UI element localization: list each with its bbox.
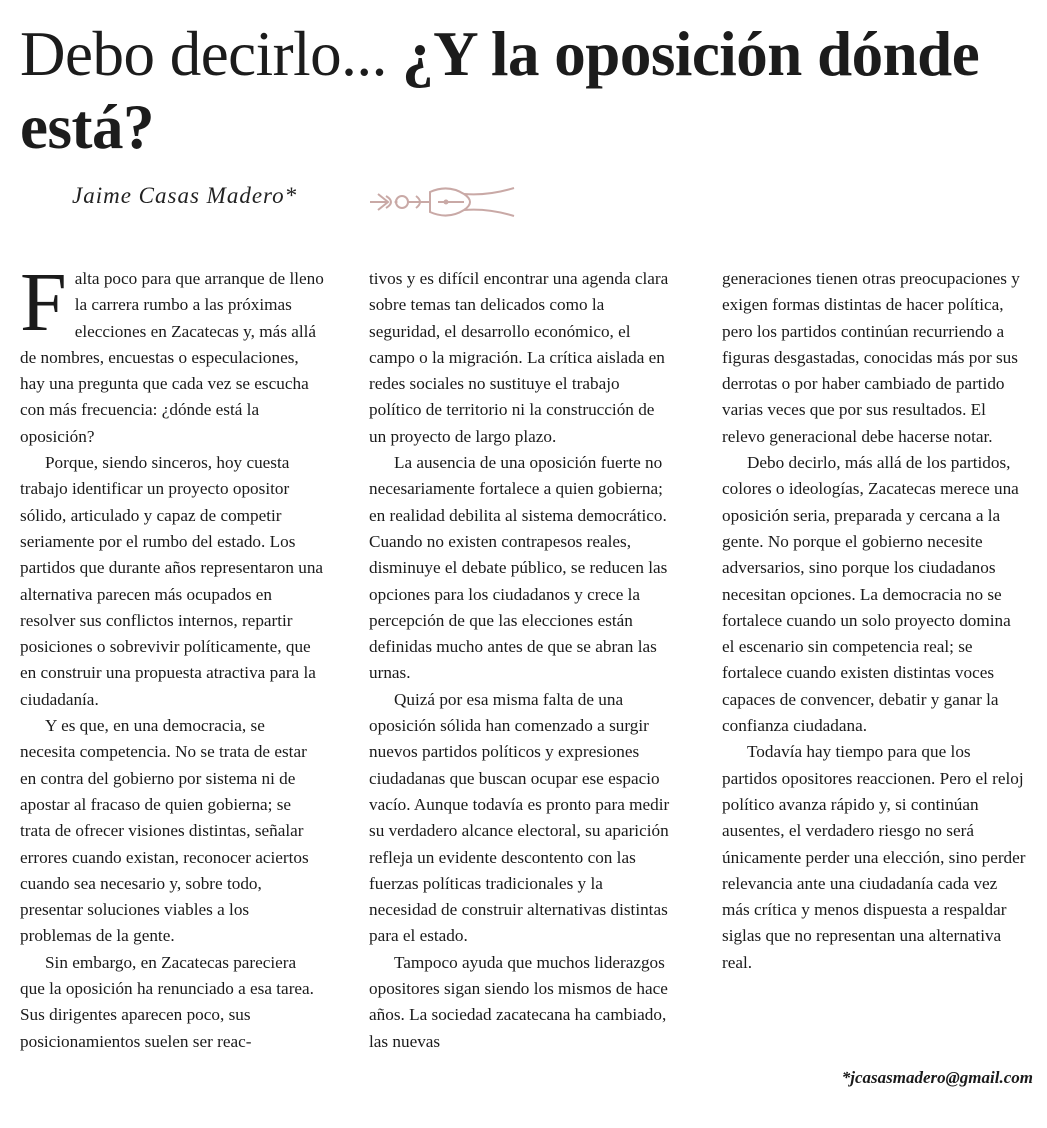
paragraph: generaciones tienen otras preocupaciones y exigen formas distintas de hacer política, pero los partidos continúan recurriendo a figuras desgastadas, conocidas más por sus derrotas o por haber cambiado de partido varias veces que por sus resultados. El relevo generacional debe hacerse notar. [722, 269, 1020, 446]
author-email: *jcasasmadero@gmail.com [841, 1068, 1033, 1087]
paragraph: Quizá por esa misma falta de una oposición sólida han comenzado a surgir nuevos partidos políticos y expresiones ciudadanas que buscan ocupar ese espacio vacío. Aunque todavía es pronto para medir su verdadero alcance electoral, su aparición refleja un evidente descontento con las fuerzas políticas tradicionales y la necesidad de construir alternativas distintas para el estado. [369, 689, 670, 946]
paragraph: Porque, siendo sinceros, hoy cuesta trabajo identificar un proyecto opositor sólido, articulado y capaz de competir seriamente por el rumbo del estado. Los partidos que durante años representaron una alternativa parecen más ocupados en resolver sus conflictos internos, repartir posiciones o sobrevivir políticamente, que en construir una propuesta atractiva para la ciudadanía. [20, 453, 324, 709]
paragraph: Sin embargo, en Zacatecas pareciera que la oposición ha renunciado a esa tarea. Sus dirigentes aparecen poco, sus posicionamientos suelen ser reac- [20, 952, 314, 1051]
paragraph: Tampoco ayuda que muchos liderazgos opositores sigan siendo los mismos de hace años. La sociedad zacatecana ha cambiado, las nuevas [369, 952, 668, 1051]
paragraph: La ausencia de una oposición fuerte no necesariamente fortalece a quien gobierna; en realidad debilita al sistema democrático. Cuando no existen contrapesos reales, disminuye el debate público, se reducen las opciones para los ciudadanos y crece la percepción de que las elecciones están definidas mucho antes de que se abran las urnas. [369, 453, 668, 683]
fountain-pen-nib-ornament-icon [368, 182, 518, 222]
title-column-name: Debo decirlo... [20, 19, 403, 89]
article-column-1 [20, 256, 324, 1055]
title-headline: ¿Y la oposición dónde está? [20, 19, 980, 162]
article-title [20, 18, 1030, 164]
paragraph: Falta poco para que arranque de lleno la carrera rumbo a las próximas elecciones en Zacatecas y, más allá de nombres, encuestas o especulaciones, hay una pregunta que cada vez se escucha con más frecuencia: ¿dónde está la oposición? [20, 256, 324, 446]
paragraph: Debo decirlo, más allá de los partidos, colores o ideologías, Zacatecas merece una oposición seria, preparada y cercana a la gente. No porque el gobierno necesite adversarios, sino porque los ciudadanos necesitan opciones. La democracia no se fortalece cuando un solo proyecto domina el escenario sin competencia real; se fortalece cuando existen distintas voces capaces de convencer, debatir y ganar la confianza ciudadana. [722, 453, 1019, 736]
drop-cap: F [20, 256, 67, 349]
paragraph: Y es que, en una democracia, se necesita competencia. No se trata de estar en contra del gobierno por sistema ni de apostar al fracaso de quien gobierna; se trata de ofrecer visiones distintas, señalar errores cuando existan, reconocer aciertos cuando sea necesario y, sobre todo, presentar soluciones viables a los problemas de la gente. [20, 716, 309, 946]
article-column-3 [722, 266, 1026, 976]
paragraph: Todavía hay tiempo para que los partidos opositores reaccionen. Pero el reloj político avanza rápido y, si continúan ausentes, el verdadero riesgo no será únicamente perder una elección, sino perder relevancia ante una ciudadanía cada vez más crítica y menos dispuesta a respaldar siglas que no representan una alternativa real. [722, 742, 1026, 972]
paragraph: tivos y es difícil encontrar una agenda clara sobre temas tan delicados como la seguridad, el desarrollo económico, el campo o la migración. La crítica aislada en redes sociales no sustituye el trabajo político de territorio ni la construcción de un proyecto de largo plazo. [369, 269, 669, 446]
article-column-2 [369, 266, 673, 1055]
author-byline: Jaime Casas Madero* [72, 183, 298, 208]
